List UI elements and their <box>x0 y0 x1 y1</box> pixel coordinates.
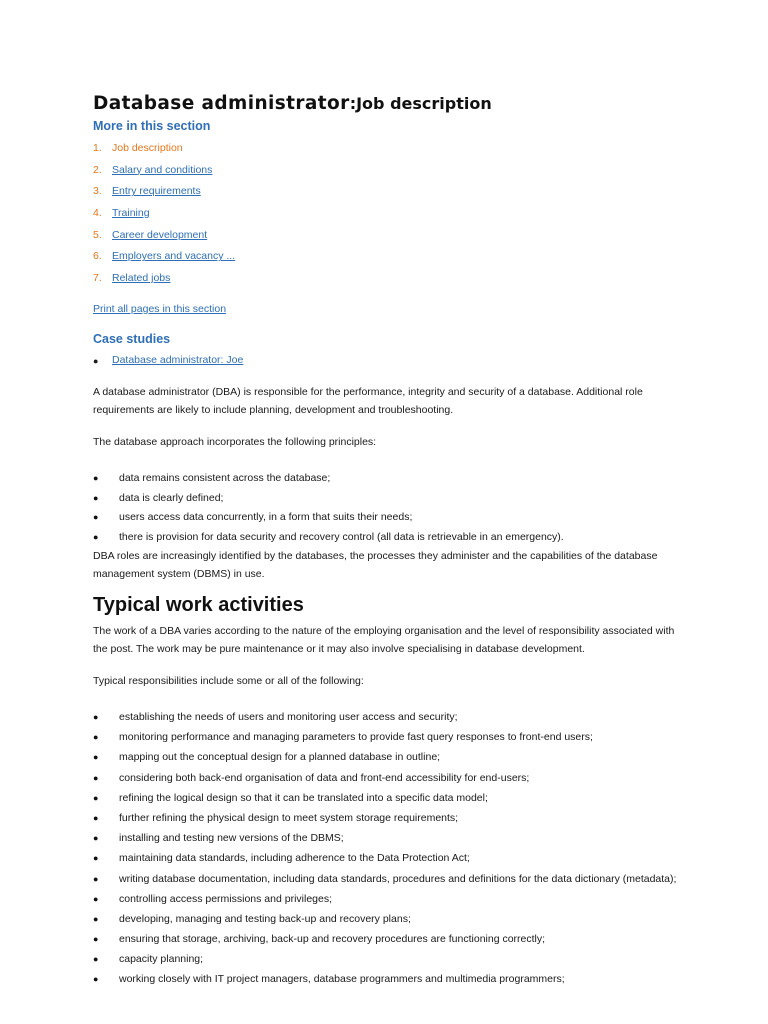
page-title <box>93 93 492 114</box>
section-nav-item[interactable] <box>93 249 235 271</box>
list-item <box>93 750 676 770</box>
list-item-text: ensuring that storage, archiving, back-up and recovery procedures are functioning correctly; <box>119 933 546 946</box>
nav-item-number: 1. <box>93 142 102 154</box>
section-nav-item[interactable] <box>93 228 235 250</box>
nav-item-number: 7. <box>93 272 102 285</box>
list-item-text: monitoring performance and managing parameters to provide fast query responses to front-end users; <box>119 731 593 744</box>
list-item-text: there is provision for data security and recovery control (all data is retrievable in an emergency). <box>119 530 564 543</box>
nav-item-number: 3. <box>93 185 102 198</box>
list-item-text: mapping out the conceptual design for a planned database in outline; <box>119 751 441 764</box>
list-item-text: installing and testing new versions of the DBMS; <box>119 832 344 845</box>
section-nav-item[interactable] <box>93 206 235 228</box>
nav-item-number: 6. <box>93 250 102 263</box>
case-studies-heading: Case studies <box>93 332 171 346</box>
list-item <box>93 491 564 511</box>
nav-link-related-jobs[interactable]: Related jobs <box>112 272 171 285</box>
section-nav-item[interactable] <box>93 271 235 293</box>
list-item-text: working closely with IT project managers, database programmers and multimedia programmers; <box>119 973 565 986</box>
list-item-text: controlling access permissions and privileges; <box>119 892 333 905</box>
list-item <box>93 912 676 932</box>
bullet-icon: ● <box>93 873 99 884</box>
responsibilities-intro: Typical responsibilities include some or all of the following: <box>93 675 364 687</box>
list-item <box>93 811 676 831</box>
list-item <box>93 851 676 871</box>
list-item-text: further refining the physical design to meet system storage requirements; <box>119 811 459 824</box>
nav-item-number: 2. <box>93 163 102 176</box>
list-item <box>93 932 676 952</box>
section-nav-list <box>93 141 235 293</box>
list-item-text: capacity planning; <box>119 953 204 966</box>
bullet-icon: ● <box>93 833 99 844</box>
intro-paragraph: A database administrator (DBA) is responsible for the performance, integrity and security of a database. Additional role requirements are likely to include planning, development and troubleshooting. <box>93 386 643 416</box>
list-item <box>93 471 564 491</box>
bullet-icon: ● <box>93 512 99 522</box>
nav-link-career-development[interactable]: Career development <box>112 228 208 241</box>
bullet-icon: ● <box>93 356 99 366</box>
case-study-item <box>93 354 243 368</box>
section-nav-item[interactable] <box>93 184 235 206</box>
nav-link-employers-and-vacancy[interactable]: Employers and vacancy ... <box>112 250 236 263</box>
list-item <box>93 791 676 811</box>
list-item-text: data remains consistent across the database; <box>119 472 331 484</box>
bullet-icon: ● <box>93 954 99 965</box>
bullet-icon: ● <box>93 712 99 722</box>
bullet-icon: ● <box>93 732 99 743</box>
list-item-text: establishing the needs of users and monitoring user access and security; <box>119 711 458 723</box>
list-item <box>93 510 564 530</box>
principles-list <box>93 471 564 549</box>
nav-item-number: 5. <box>93 228 102 241</box>
list-item <box>93 892 676 912</box>
list-item <box>93 831 676 851</box>
bullet-icon: ● <box>93 531 99 542</box>
bullet-icon: ● <box>93 792 99 803</box>
nav-link-entry-requirements[interactable]: Entry requirements <box>112 185 201 198</box>
responsibilities-list <box>93 710 676 993</box>
work-activities-paragraph: The work of a DBA varies according to the nature of the employing organisation and the level of responsibility associated with the post. The work may be pure maintenance or it may also involve specialising in database development. <box>93 625 675 655</box>
nav-link-job-description[interactable]: Job description <box>112 142 183 154</box>
dba-roles-paragraph: DBA roles are increasingly identified by the databases, the processes they administer and the capabilities of the database management system (DBMS) in use. <box>93 550 658 580</box>
case-study-link-joe[interactable]: Database administrator: Joe <box>112 354 244 366</box>
list-item-text: developing, managing and testing back-up and recovery plans; <box>119 912 411 925</box>
list-item <box>93 872 676 892</box>
bullet-icon: ● <box>93 772 99 783</box>
list-item <box>93 952 676 972</box>
page-title-main: Database administrator <box>93 93 350 114</box>
list-item <box>93 972 676 992</box>
principles-intro: The database approach incorporates the following principles: <box>93 436 377 448</box>
bullet-icon: ● <box>93 473 99 483</box>
list-item <box>93 730 676 750</box>
bullet-icon: ● <box>93 752 99 763</box>
list-item-text: considering both back-end organisation of data and front-end accessibility for end-users; <box>119 771 530 784</box>
bullet-icon: ● <box>93 934 99 945</box>
nav-link-salary-and-conditions[interactable]: Salary and conditions <box>112 163 213 176</box>
list-item-text: maintaining data standards, including adherence to the Data Protection Act; <box>119 852 470 865</box>
bullet-icon: ● <box>93 812 99 823</box>
bullet-icon: ● <box>93 913 99 924</box>
print-all-pages-link[interactable]: Print all pages in this section <box>93 303 227 315</box>
nav-item-number: 4. <box>93 207 102 220</box>
list-item-text: refining the logical design so that it can be translated into a specific data model; <box>119 791 488 804</box>
bullet-icon: ● <box>93 492 99 503</box>
list-item <box>93 710 676 730</box>
section-nav-item[interactable] <box>93 141 235 163</box>
bullet-icon: ● <box>93 893 99 904</box>
list-item-text: users access data concurrently, in a form that suits their needs; <box>119 511 413 523</box>
list-item-text: writing database documentation, including data standards, procedures and definitions for the data dictionary (metadata); <box>119 872 677 885</box>
nav-link-training[interactable]: Training <box>112 207 150 220</box>
page-title-sub: :Job description <box>349 94 492 113</box>
section-nav-item[interactable] <box>93 163 235 185</box>
typical-work-activities-heading: Typical work activities <box>93 594 304 616</box>
list-item-text: data is clearly defined; <box>119 491 224 504</box>
more-in-section-heading: More in this section <box>93 119 211 133</box>
bullet-icon: ● <box>93 853 99 864</box>
bullet-icon: ● <box>93 974 99 985</box>
list-item <box>93 771 676 791</box>
